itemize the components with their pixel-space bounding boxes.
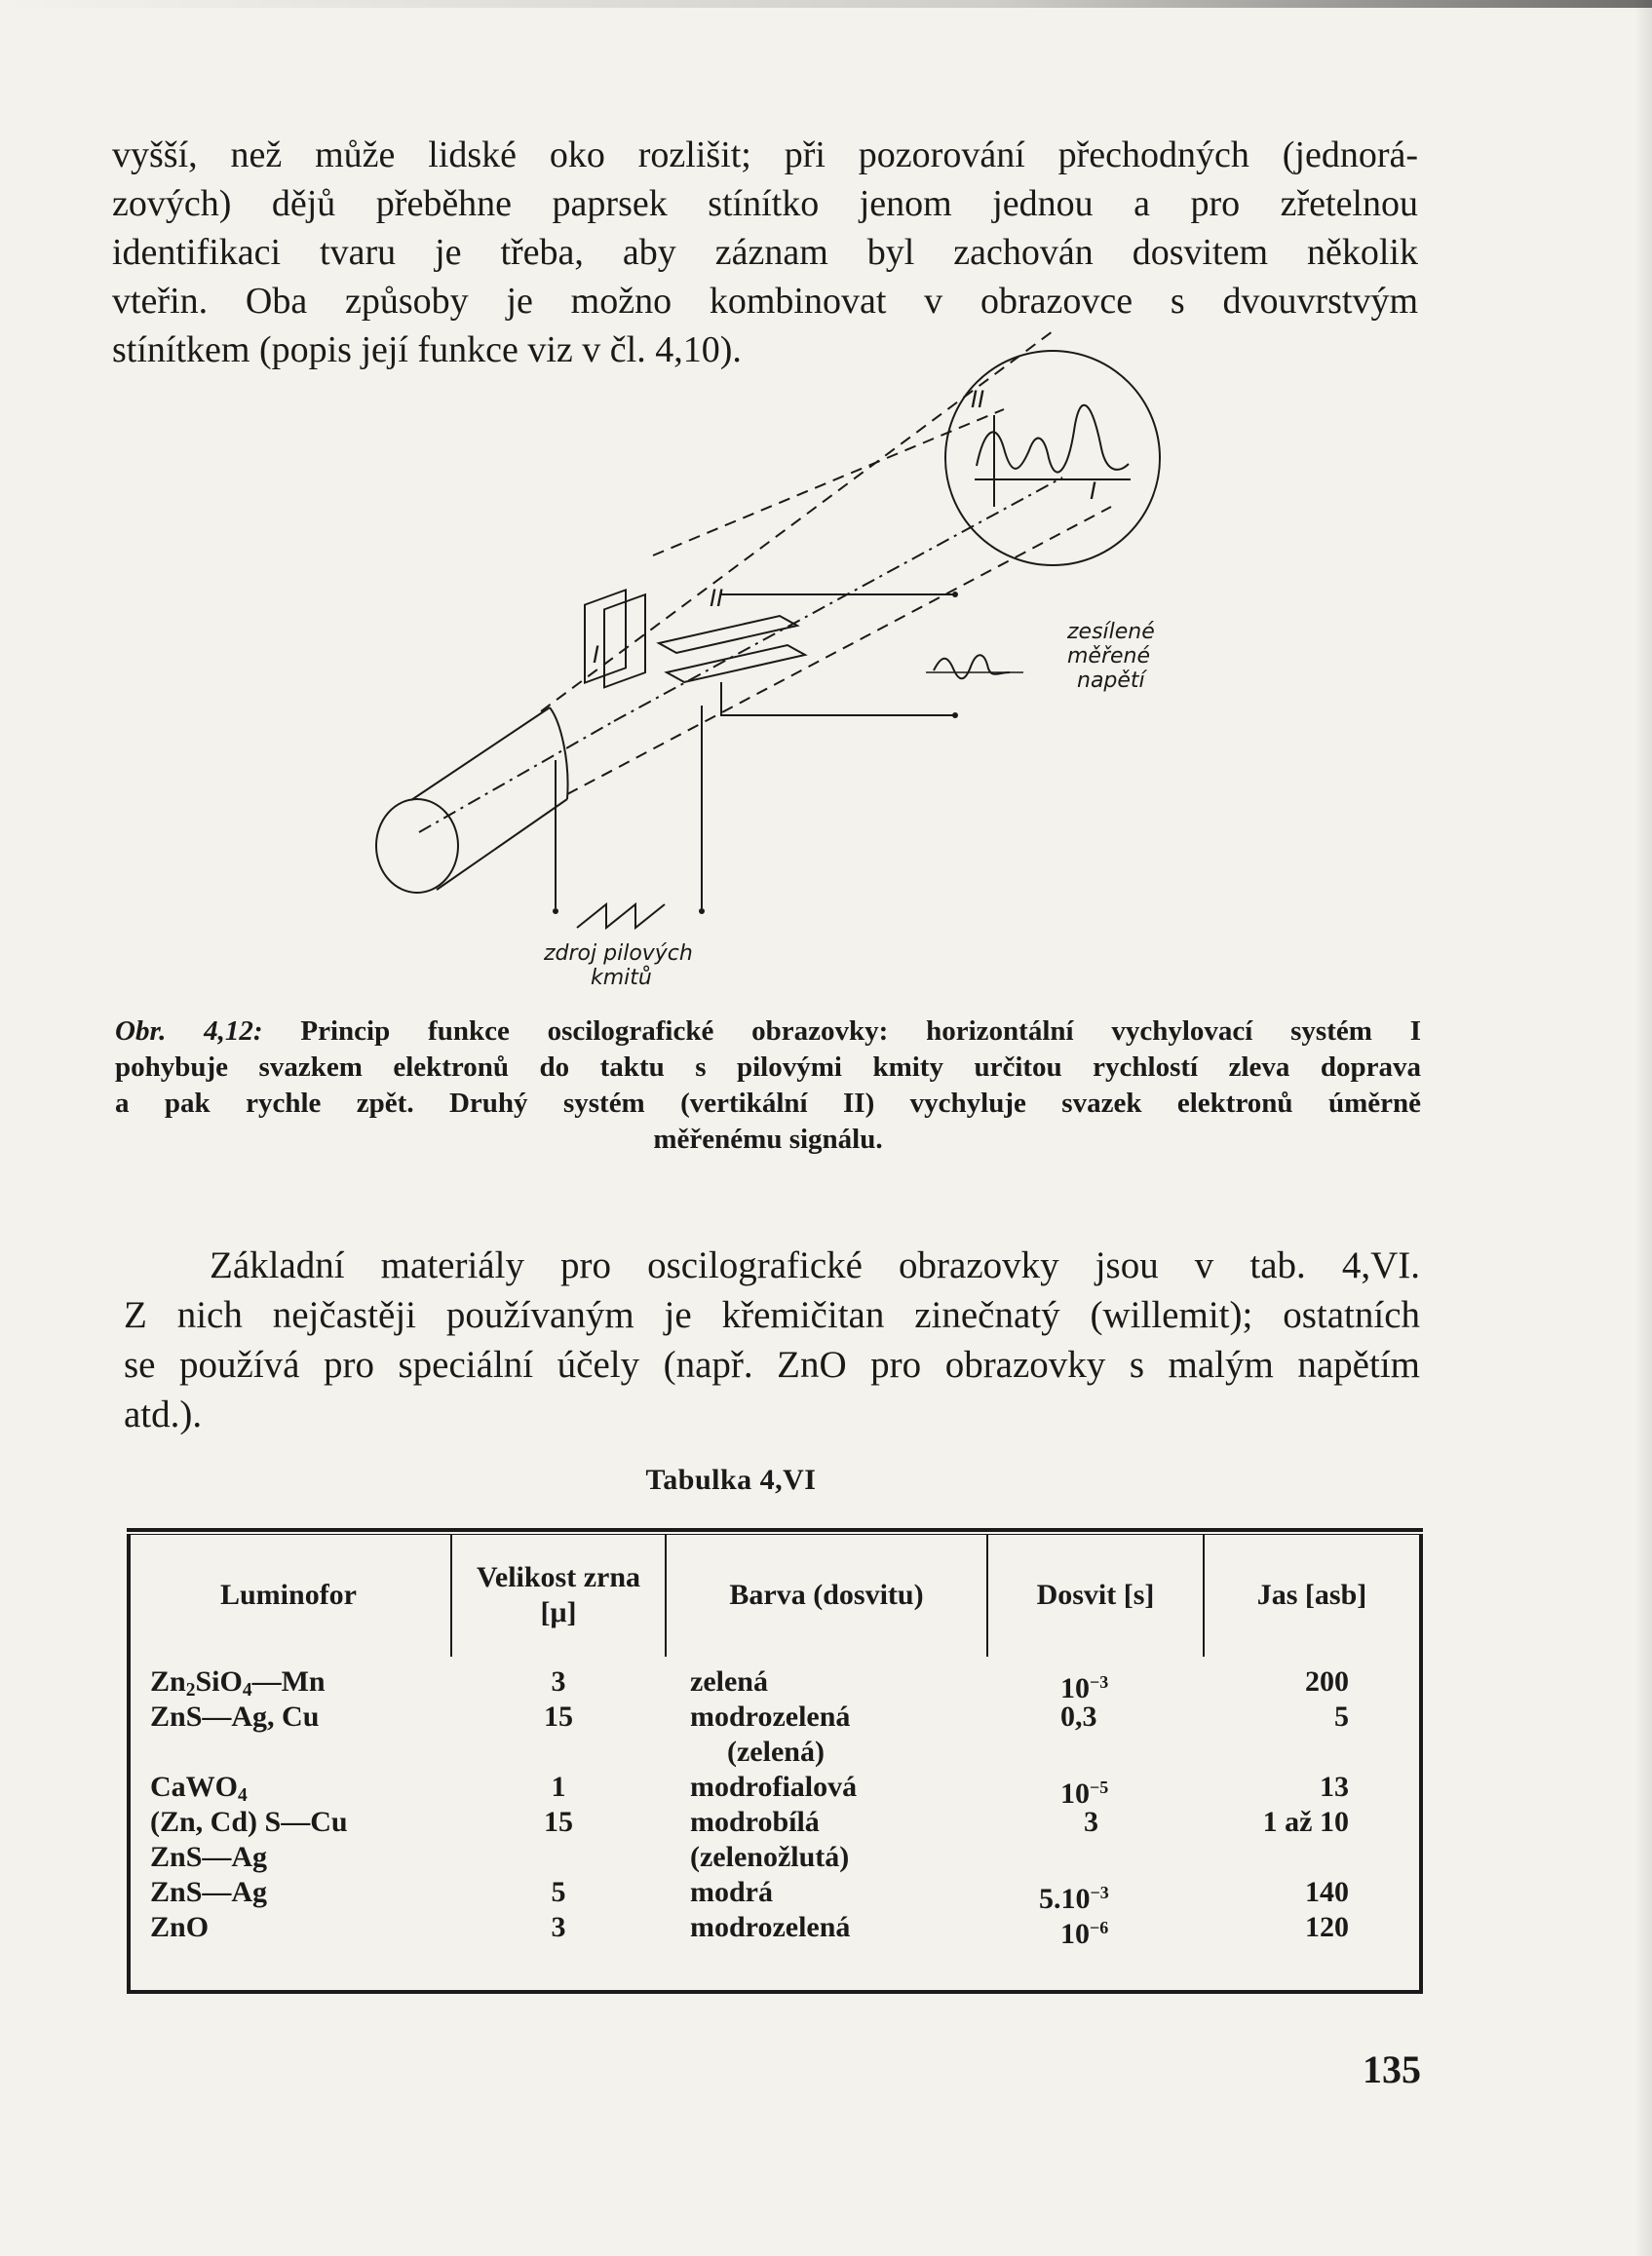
text-line: vteřin. Oba způsoby je možno kombinovat v obrazovce s dvouvrstvým (112, 281, 1418, 322)
formula-subscript: 4 (238, 1784, 248, 1806)
header-grain-size (452, 1534, 665, 1657)
text-line: atd.). (124, 1394, 203, 1435)
cell-grain (452, 1735, 665, 1770)
value-base: 10 (1060, 1671, 1090, 1704)
caption-line: pohybuje svazkem elektronů do taktu s pilovými kmity určitou rychlostí zleva doprava (115, 1052, 1421, 1083)
cell-luminofor: ZnS—Ag (150, 1876, 268, 1908)
header-brightness: Jas [asb] (1256, 1579, 1367, 1611)
value-base: 10 (1060, 1917, 1090, 1950)
cell-brightness: 120 (1305, 1911, 1349, 1943)
cell-afterglow (1033, 1770, 1199, 1810)
cell-grain: 5 (551, 1876, 566, 1908)
cell-brightness: 13 (1320, 1771, 1349, 1803)
cell-luminofor (150, 1770, 442, 1805)
caption-line (115, 1013, 1421, 1050)
column-afterglow (1033, 1664, 1199, 1950)
cell-color: modrobílá (690, 1806, 820, 1838)
cell-color: modrozelená (690, 1911, 851, 1943)
formula-part: SiO (195, 1665, 243, 1698)
cell-grain: 15 (544, 1701, 573, 1733)
formula-subscript: 2 (185, 1679, 196, 1701)
cell-afterglow (1033, 1664, 1199, 1704)
label-I-screen: I (1090, 478, 1097, 505)
tube-edge-bottom (437, 799, 567, 890)
cell-color: (zelenožlutá) (690, 1841, 850, 1873)
cone-line (653, 409, 1004, 555)
text-line: Základní materiály pro oscilografické obrazovky jsou v tab. 4,VI. (210, 1244, 1420, 1286)
paragraph-materials (124, 1241, 1420, 1439)
oscilloscope-tube-diagram (351, 351, 1209, 994)
terminal-dot (952, 592, 958, 597)
value-base: 5.10 (1039, 1882, 1091, 1915)
cell-afterglow: 3 (1084, 1806, 1098, 1838)
cell-grain: 3 (551, 1911, 566, 1943)
header-grain-unit: [μ] (540, 1596, 577, 1628)
label-amplified-3: napětí (1077, 669, 1145, 693)
diagram-svg (351, 351, 1209, 994)
text-line: Z nich nejčastěji používaným je křemičitan zinečnatý (willemit); ostatních (124, 1294, 1420, 1336)
label-amplified-1: zesílené (1067, 620, 1155, 644)
text-line: identifikaci tvaru je třeba, aby záznam byl zachován dosvitem několik (112, 232, 1418, 273)
formula-part: Zn (150, 1665, 186, 1698)
scan-top-shadow (0, 0, 1652, 8)
caption-line: a pak rychle zpět. Druhý systém (vertikální II) vychyluje svazek elektronů úměrně (115, 1088, 1421, 1119)
cell-brightness: 1 až 10 (1262, 1806, 1349, 1838)
cell-grain: 1 (551, 1771, 566, 1803)
wire-plate-II-lower (721, 682, 955, 715)
column-brightness (1205, 1664, 1349, 1945)
tube-edge-top (411, 707, 550, 800)
label-source-1: zdroj pilových (544, 941, 693, 966)
sawtooth-symbol (577, 904, 665, 928)
paragraph-intro (112, 131, 1418, 374)
label-source-2: kmitů (591, 966, 652, 990)
cell-luminofor: ZnS—Ag, Cu (150, 1701, 320, 1733)
scan-edge-shadow (1634, 0, 1652, 2256)
cone-line (567, 507, 1111, 794)
column-grain-size (452, 1664, 665, 1945)
terminal-dot (553, 908, 558, 914)
figure-caption (115, 1013, 1421, 1158)
table-border-right (1419, 1534, 1423, 1992)
column-color (690, 1664, 982, 1945)
value-exponent: −6 (1090, 1918, 1109, 1937)
value-exponent: −3 (1090, 1883, 1109, 1902)
caption-line: měřenému signálu. (653, 1124, 883, 1155)
cell-brightness: 5 (1334, 1701, 1349, 1733)
cell-color: modrozelená (690, 1701, 851, 1733)
cell-brightness: 200 (1305, 1665, 1349, 1698)
cell-brightness: 140 (1305, 1876, 1349, 1908)
cell-luminofor: ZnS—Ag (150, 1841, 268, 1873)
terminal-dot (699, 908, 705, 914)
text-line: zových) dějů přeběhne paprsek stínítko jenom jednou a pro zřetelnou (112, 183, 1418, 224)
cell-color: modrá (690, 1876, 773, 1908)
cell-grain (452, 1840, 665, 1875)
caption-label: Obr. 4,12: (115, 1015, 263, 1047)
header-grain-label: Velikost zrna (476, 1561, 641, 1593)
cell-afterglow (1033, 1840, 1199, 1875)
cell-grain: 15 (544, 1806, 573, 1838)
label-II-plates: II (710, 585, 724, 612)
screen-waveform (977, 405, 1129, 473)
value-base: 10 (1060, 1777, 1090, 1810)
header-afterglow: Dosvit [s] (1036, 1579, 1155, 1611)
cell-color: (zelená) (727, 1736, 825, 1768)
cell-afterglow (1033, 1875, 1199, 1915)
wire-plate-II-upper (721, 593, 955, 594)
text-line: stínítkem (popis její funkce viz v čl. 4,10). (112, 329, 742, 370)
column-luminofor (150, 1664, 442, 1945)
formula-part: CaWO (150, 1771, 238, 1803)
cell-grain: 3 (551, 1665, 566, 1698)
input-waveform (934, 655, 1010, 678)
cell-color: modrofialová (690, 1771, 858, 1803)
value-exponent: −5 (1090, 1778, 1109, 1797)
caption-text: Princip funkce oscilografické obrazovky: horizontální vychylovací systém I (300, 1015, 1421, 1047)
beam-axis-far (614, 478, 1062, 721)
header-color: Barva (dosvitu) (729, 1579, 924, 1611)
deflection-plates-II (659, 616, 805, 682)
terminal-dot (952, 712, 958, 718)
label-amplified-2: měřené (1067, 644, 1151, 669)
cell-afterglow (1033, 1910, 1199, 1950)
cell-brightness (1205, 1840, 1349, 1875)
cell-brightness (1205, 1735, 1349, 1770)
cell-afterglow (1033, 1735, 1199, 1770)
tube-neck (550, 707, 568, 799)
formula-part: —Mn (251, 1665, 326, 1698)
label-II-screen: II (971, 386, 985, 413)
cell-luminofor: (Zn, Cd) S—Cu (150, 1806, 348, 1838)
cell-afterglow: 0,3 (1060, 1701, 1097, 1733)
cell-luminofor (150, 1735, 442, 1770)
page-number: 135 (1363, 2047, 1421, 2091)
luminophor-table (127, 1520, 1423, 2003)
value-exponent: −3 (1090, 1672, 1109, 1692)
text-line: vyšší, než může lidské oko rozlišit; při pozorování přechodných (jednorá- (112, 134, 1418, 175)
cell-luminofor: ZnO (150, 1911, 210, 1943)
formula-subscript: 4 (242, 1679, 252, 1701)
header-luminofor: Luminofor (219, 1579, 357, 1611)
beam-axis (419, 721, 614, 832)
label-I-plates: I (593, 641, 600, 669)
table-top-rule (127, 1528, 1423, 1532)
table-title: Tabulka 4,VI (645, 1464, 817, 1496)
tube-end (376, 799, 458, 893)
text-line: se používá pro speciální účely (např. ZnO pro obrazovky s malým napětím (124, 1344, 1420, 1386)
table-bottom-rule (127, 1990, 1423, 1994)
cell-luminofor (150, 1664, 442, 1700)
cell-color: zelená (690, 1665, 768, 1698)
terminals (553, 592, 958, 914)
